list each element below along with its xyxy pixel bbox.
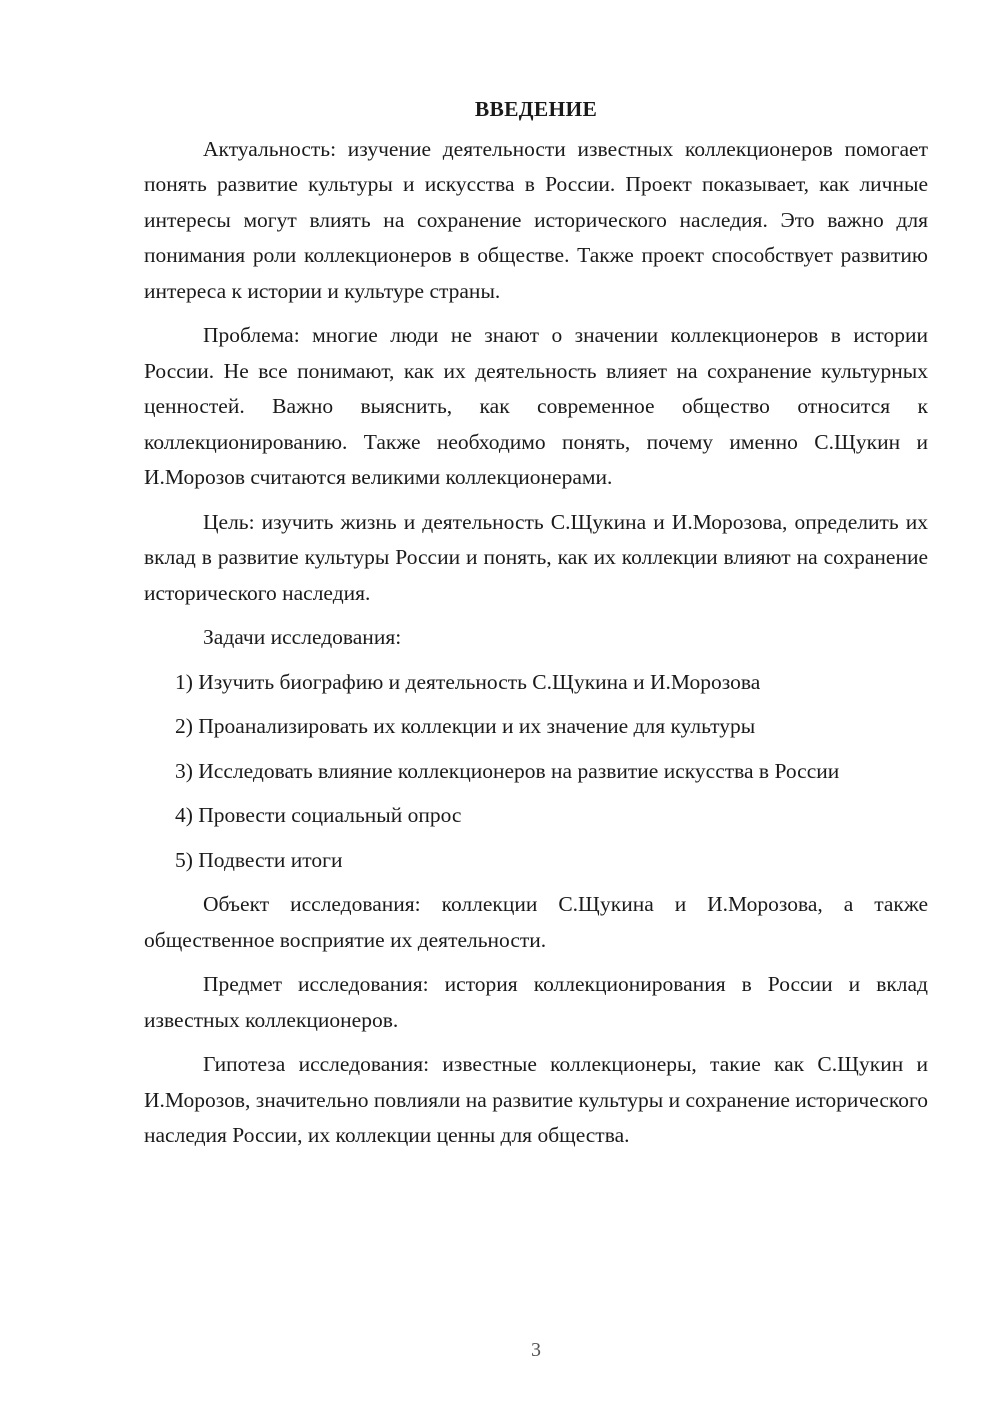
task-item: 4) Провести социальный опрос — [175, 803, 462, 827]
page-number: 3 — [531, 1339, 541, 1361]
task-item: 5) Подвести итоги — [175, 847, 343, 872]
relevance-paragraph: Актуальность: изучение деятельности известных коллекционеров помогает понять развитие культуры и искусства в России. Проект показывает, как личные интересы могут влиять на сохранение исторического наследия. Это важно для понимания роли коллекционеров в обществе. Также проект способствует развитию интереса к истории и культуре страны. — [144, 136, 928, 303]
task-item: 1) Изучить биографию и деятельность С.Щукина и И.Морозова — [175, 669, 761, 694]
problem-paragraph: Проблема: многие люди не знают о значении коллекционеров в истории России. Не все понимают, как их деятельность влияет на сохранение культурных ценностей. Важно выяснить, как современное общество относится к коллекционированию. Также необходимо понять, почему именно С.Щукин и И.Морозов считаются великими коллекционерами. — [144, 323, 928, 489]
object-paragraph: Объект исследования: коллекции С.Щукина и И.Морозова, а также общественное восприятие их деятельности. — [144, 892, 928, 952]
task-item: 3) Исследовать влияние коллекционеров на развитие искусства в России — [175, 758, 840, 783]
subject-paragraph: Предмет исследования: история коллекционирования в России и вклад известных коллекционеров. — [144, 972, 928, 1032]
section-title: ВВЕДЕНИЕ — [474, 97, 598, 121]
task-item: 2) Проанализировать их коллекции и их значение для культуры — [175, 714, 756, 738]
hypothesis-paragraph: Гипотеза исследования: известные коллекционеры, такие как С.Щукин и И.Морозов, значительно повлияли на развитие культуры и сохранение исторического наследия России, их коллекции ценны для общества. — [144, 1052, 928, 1147]
goal-paragraph: Цель: изучить жизнь и деятельность С.Щукина и И.Морозова, определить их вклад в развитие культуры России и понять, как их коллекции влияют на сохранение исторического наследия. — [144, 509, 928, 605]
tasks-heading: Задачи исследования: — [203, 625, 402, 649]
page-content — [144, 92, 928, 1163]
